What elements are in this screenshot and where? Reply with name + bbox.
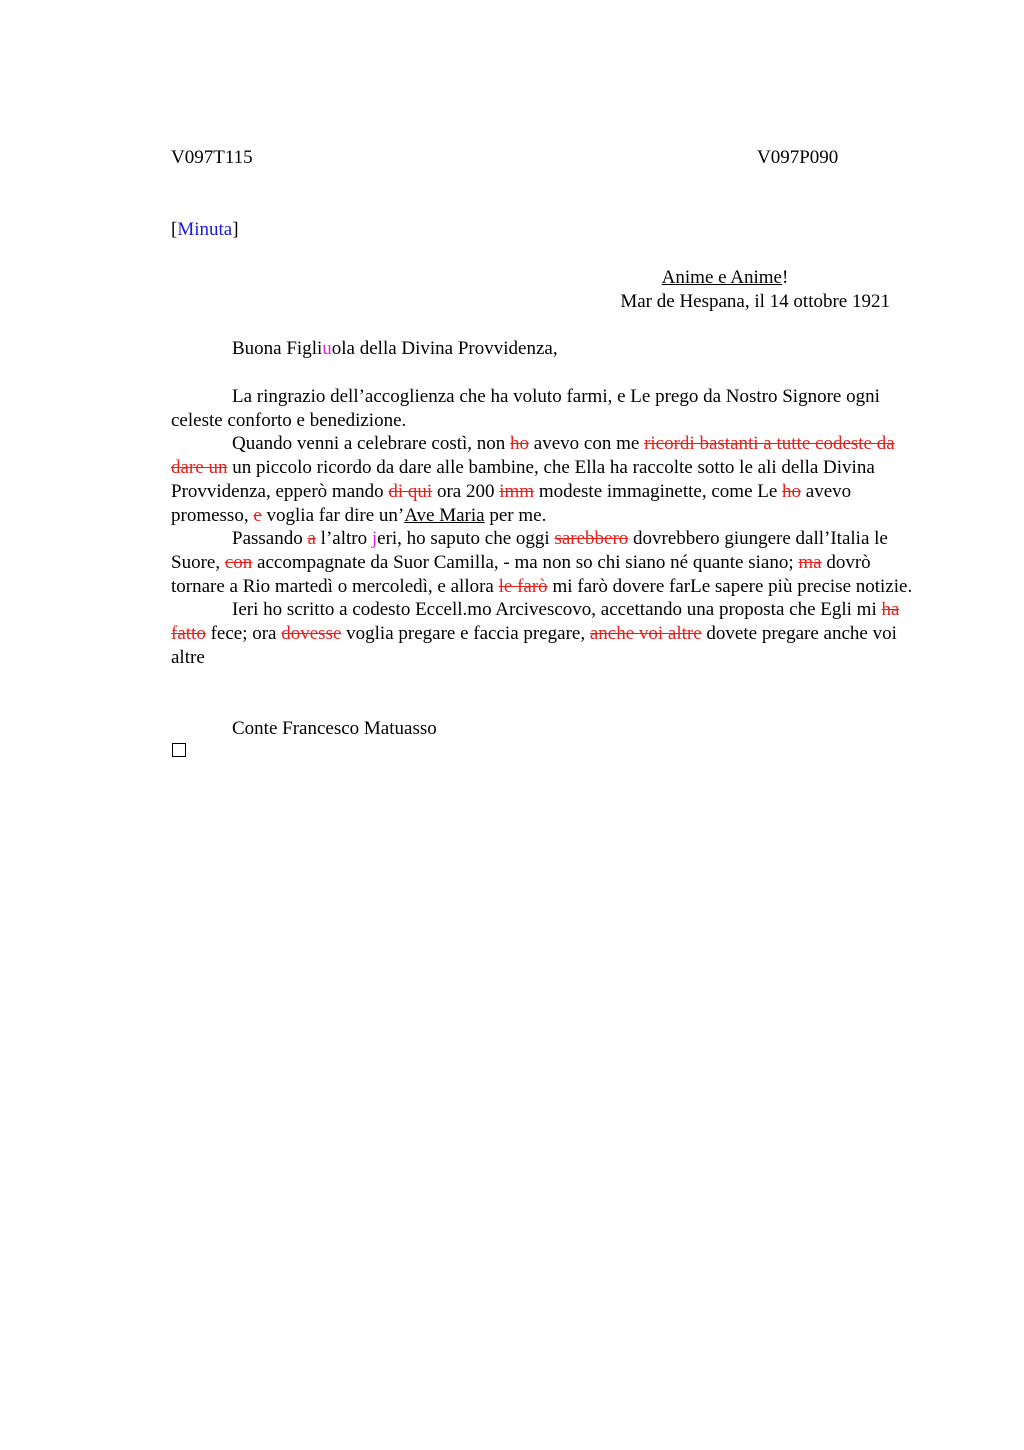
- text-run: dovete pregare anche voi altre: [171, 623, 897, 668]
- paragraph-2: [171, 432, 929, 527]
- text-run: voglia far dire un’: [261, 504, 405, 526]
- document-code-right: V097P090: [757, 147, 839, 168]
- bracket-open: [: [171, 219, 178, 240]
- deletion: anche voi altre: [589, 623, 702, 645]
- deletion: di qui: [388, 480, 433, 502]
- text-run: un piccolo ricordo da dare alle bambine, che Ella ha raccolte sotto le ali della Divina Provvidenza, epperò mando: [171, 457, 875, 502]
- deletion: ricordi bastanti a tutte codeste da dare un: [171, 433, 895, 479]
- insertion: j: [371, 528, 378, 550]
- paragraph-4: [171, 598, 929, 669]
- paragraph-3: [171, 527, 929, 598]
- text-run: eri, ho saputo che oggi: [377, 528, 555, 550]
- deletion: imm: [499, 480, 535, 502]
- text-run: avevo con me: [529, 433, 645, 455]
- text-run: accompagnate da Suor Camilla, - ma non so chi siano né quante siano;: [252, 551, 799, 573]
- text-run: l’altro: [315, 528, 372, 550]
- deletion: con: [224, 551, 253, 573]
- text-run: dovrò tornare a Rio martedì o mercoledì, e allora: [171, 551, 871, 597]
- text-run: Passando: [232, 528, 308, 550]
- salutation-pre: Buona Figli: [232, 338, 323, 359]
- motto-text: Anime e Anime: [661, 267, 782, 288]
- text-run: fece; ora: [205, 623, 282, 645]
- text-run: ora 200: [432, 480, 500, 502]
- editorial-note: [171, 218, 239, 242]
- dateline: Mar de Hespana, il 14 ottobre 1921: [620, 291, 890, 312]
- document-code-left: V097T115: [171, 147, 253, 168]
- text-run: voglia pregare e faccia pregare,: [341, 623, 590, 645]
- text-run: Ieri ho scritto a codesto Eccell.mo Arcivescovo, accettando una proposta che Egli mi: [232, 599, 882, 621]
- salutation-post: ola della Divina Provvidenza,: [331, 338, 558, 359]
- text-run: Quando venni a celebrare costì, non: [232, 433, 511, 455]
- deletion: dovesse: [281, 623, 342, 645]
- text-run: dovrebbero giungere dall’Italia le Suore,: [171, 528, 888, 573]
- bracket-close: ]: [232, 219, 239, 240]
- text-run: modeste immaginette, come Le: [534, 480, 783, 502]
- letter-body: [171, 385, 929, 669]
- text-run: mi farò dovere farLe sapere più precise notizie.: [547, 575, 913, 597]
- deletion: e: [253, 504, 262, 526]
- deletion: ha fatto: [171, 599, 900, 645]
- motto-punct: !: [781, 267, 789, 288]
- deletion: sarebbero: [554, 528, 629, 550]
- text-run: avevo promesso,: [171, 480, 852, 526]
- deletion: ho: [782, 480, 802, 502]
- deletion: le farò: [498, 575, 548, 597]
- paragraph-1: La ringrazio dell’accoglienza che ha voluto farmi, e Le prego da Nostro Signore ogni celeste conforto e benedizione.: [171, 386, 880, 431]
- salutation-insertion: u: [322, 338, 332, 359]
- text-run: per me.: [484, 504, 547, 526]
- deletion: a: [307, 528, 316, 550]
- checkbox-square-icon: [172, 743, 186, 757]
- salutation: [232, 337, 558, 361]
- motto: [560, 266, 890, 290]
- deletion: ma: [798, 551, 822, 573]
- deletion: ho: [510, 433, 530, 455]
- minuta-label: Minuta: [177, 219, 233, 240]
- signature: Conte Francesco Matuasso: [232, 718, 437, 739]
- underlined-text: Ave Maria: [404, 504, 485, 526]
